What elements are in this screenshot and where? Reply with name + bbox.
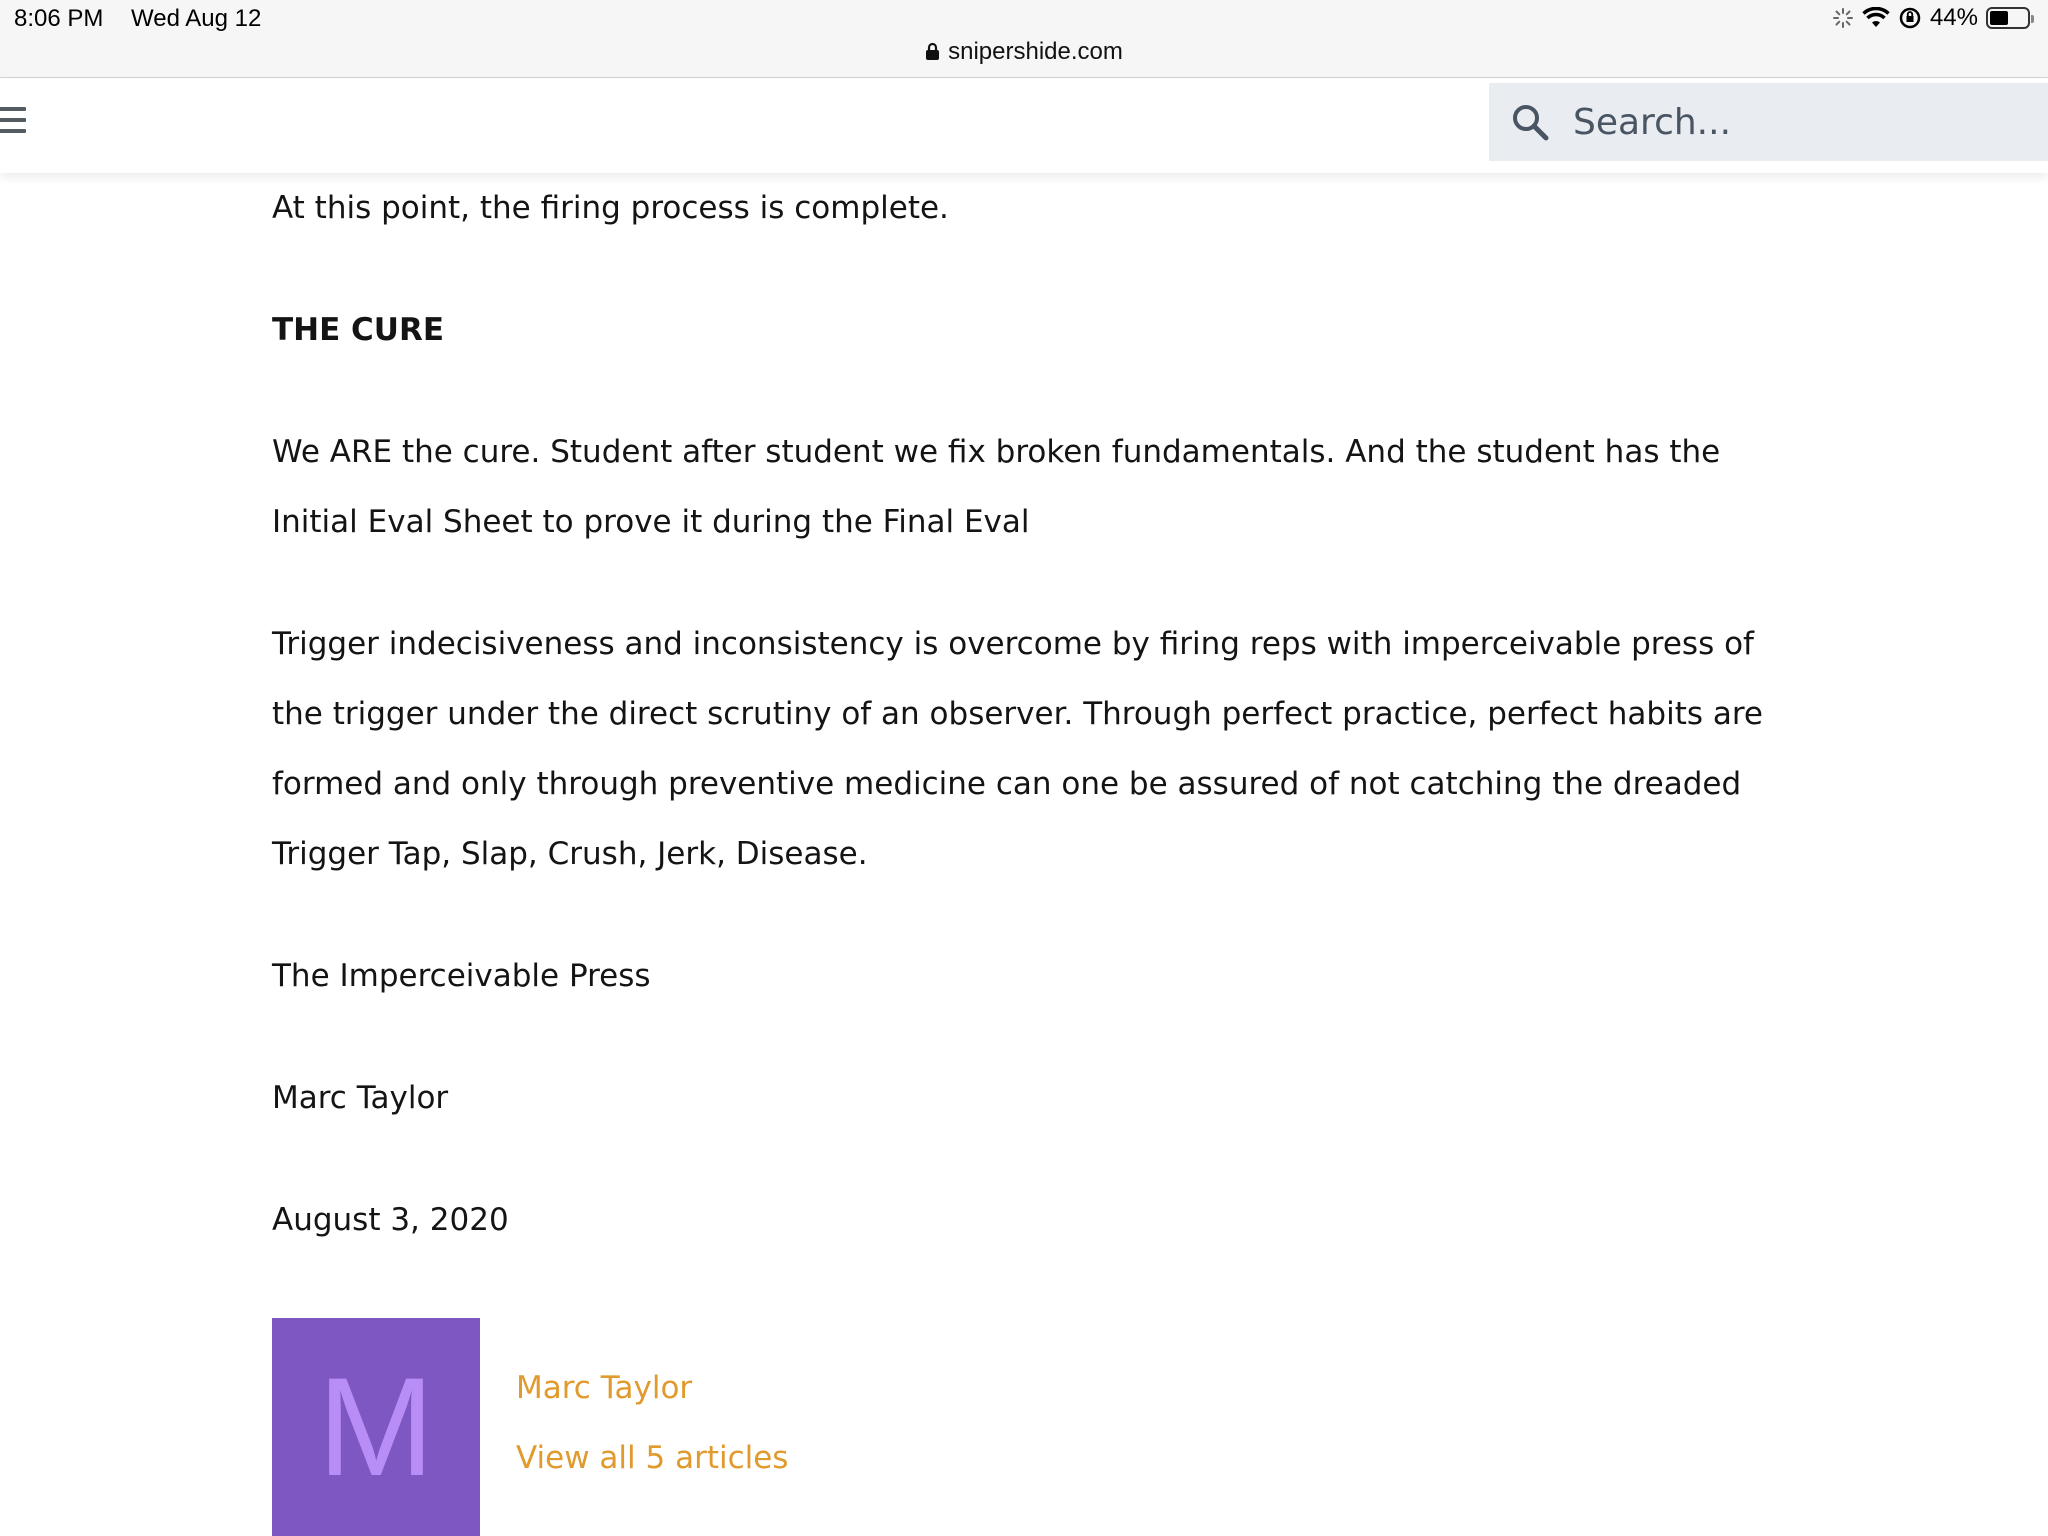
avatar[interactable]: M <box>272 1318 480 1536</box>
battery-percent: 44% <box>1929 4 1978 31</box>
lock-icon <box>925 42 940 61</box>
article-heading: THE CURE <box>272 312 445 348</box>
article-paragraph: At this point, the firing process is complete. <box>272 190 949 226</box>
article-paragraph: We ARE the cure. Student after student we fix broken fundamentals. And the student has the Initial Eval Sheet to prove it during the Final Eval <box>272 434 1721 540</box>
author-name-link[interactable]: Marc Taylor <box>516 1370 693 1406</box>
author-box <box>272 1318 788 1536</box>
battery-icon <box>1986 7 2030 29</box>
search-box[interactable] <box>1489 83 2048 161</box>
address-bar[interactable] <box>0 38 2048 66</box>
search-input[interactable] <box>1571 101 1991 144</box>
search-icon[interactable] <box>1511 103 1549 141</box>
article-paragraph: Trigger indecisiveness and inconsistency is overcome by firing reps with imperceivable press of the trigger under the direct scrutiny of an observer. Through perfect practice, perfect habits are formed and only through preventive medicine can one be assured of not catching the dreaded Trigger Tap, Slap, Crush, Jerk, Disease. <box>272 626 1763 872</box>
status-time: 8:06 PM <box>14 5 104 32</box>
activity-icon <box>1832 7 1854 29</box>
signoff-date: August 3, 2020 <box>272 1202 509 1238</box>
site-header <box>0 79 2048 173</box>
status-date: Wed Aug 12 <box>131 5 262 32</box>
status-indicators <box>1832 4 2030 32</box>
status-bar <box>0 0 2048 78</box>
signoff-title: The Imperceivable Press <box>272 958 651 994</box>
signoff-author: Marc Taylor <box>272 1080 449 1116</box>
hamburger-menu-icon[interactable] <box>0 107 26 143</box>
wifi-icon <box>1862 7 1890 29</box>
author-links <box>516 1318 788 1536</box>
rotation-lock-icon <box>1898 6 1922 30</box>
article-body <box>272 173 1792 1255</box>
address-domain: snipershide.com <box>948 38 1123 65</box>
view-all-articles-link[interactable]: View all 5 articles <box>516 1440 789 1476</box>
